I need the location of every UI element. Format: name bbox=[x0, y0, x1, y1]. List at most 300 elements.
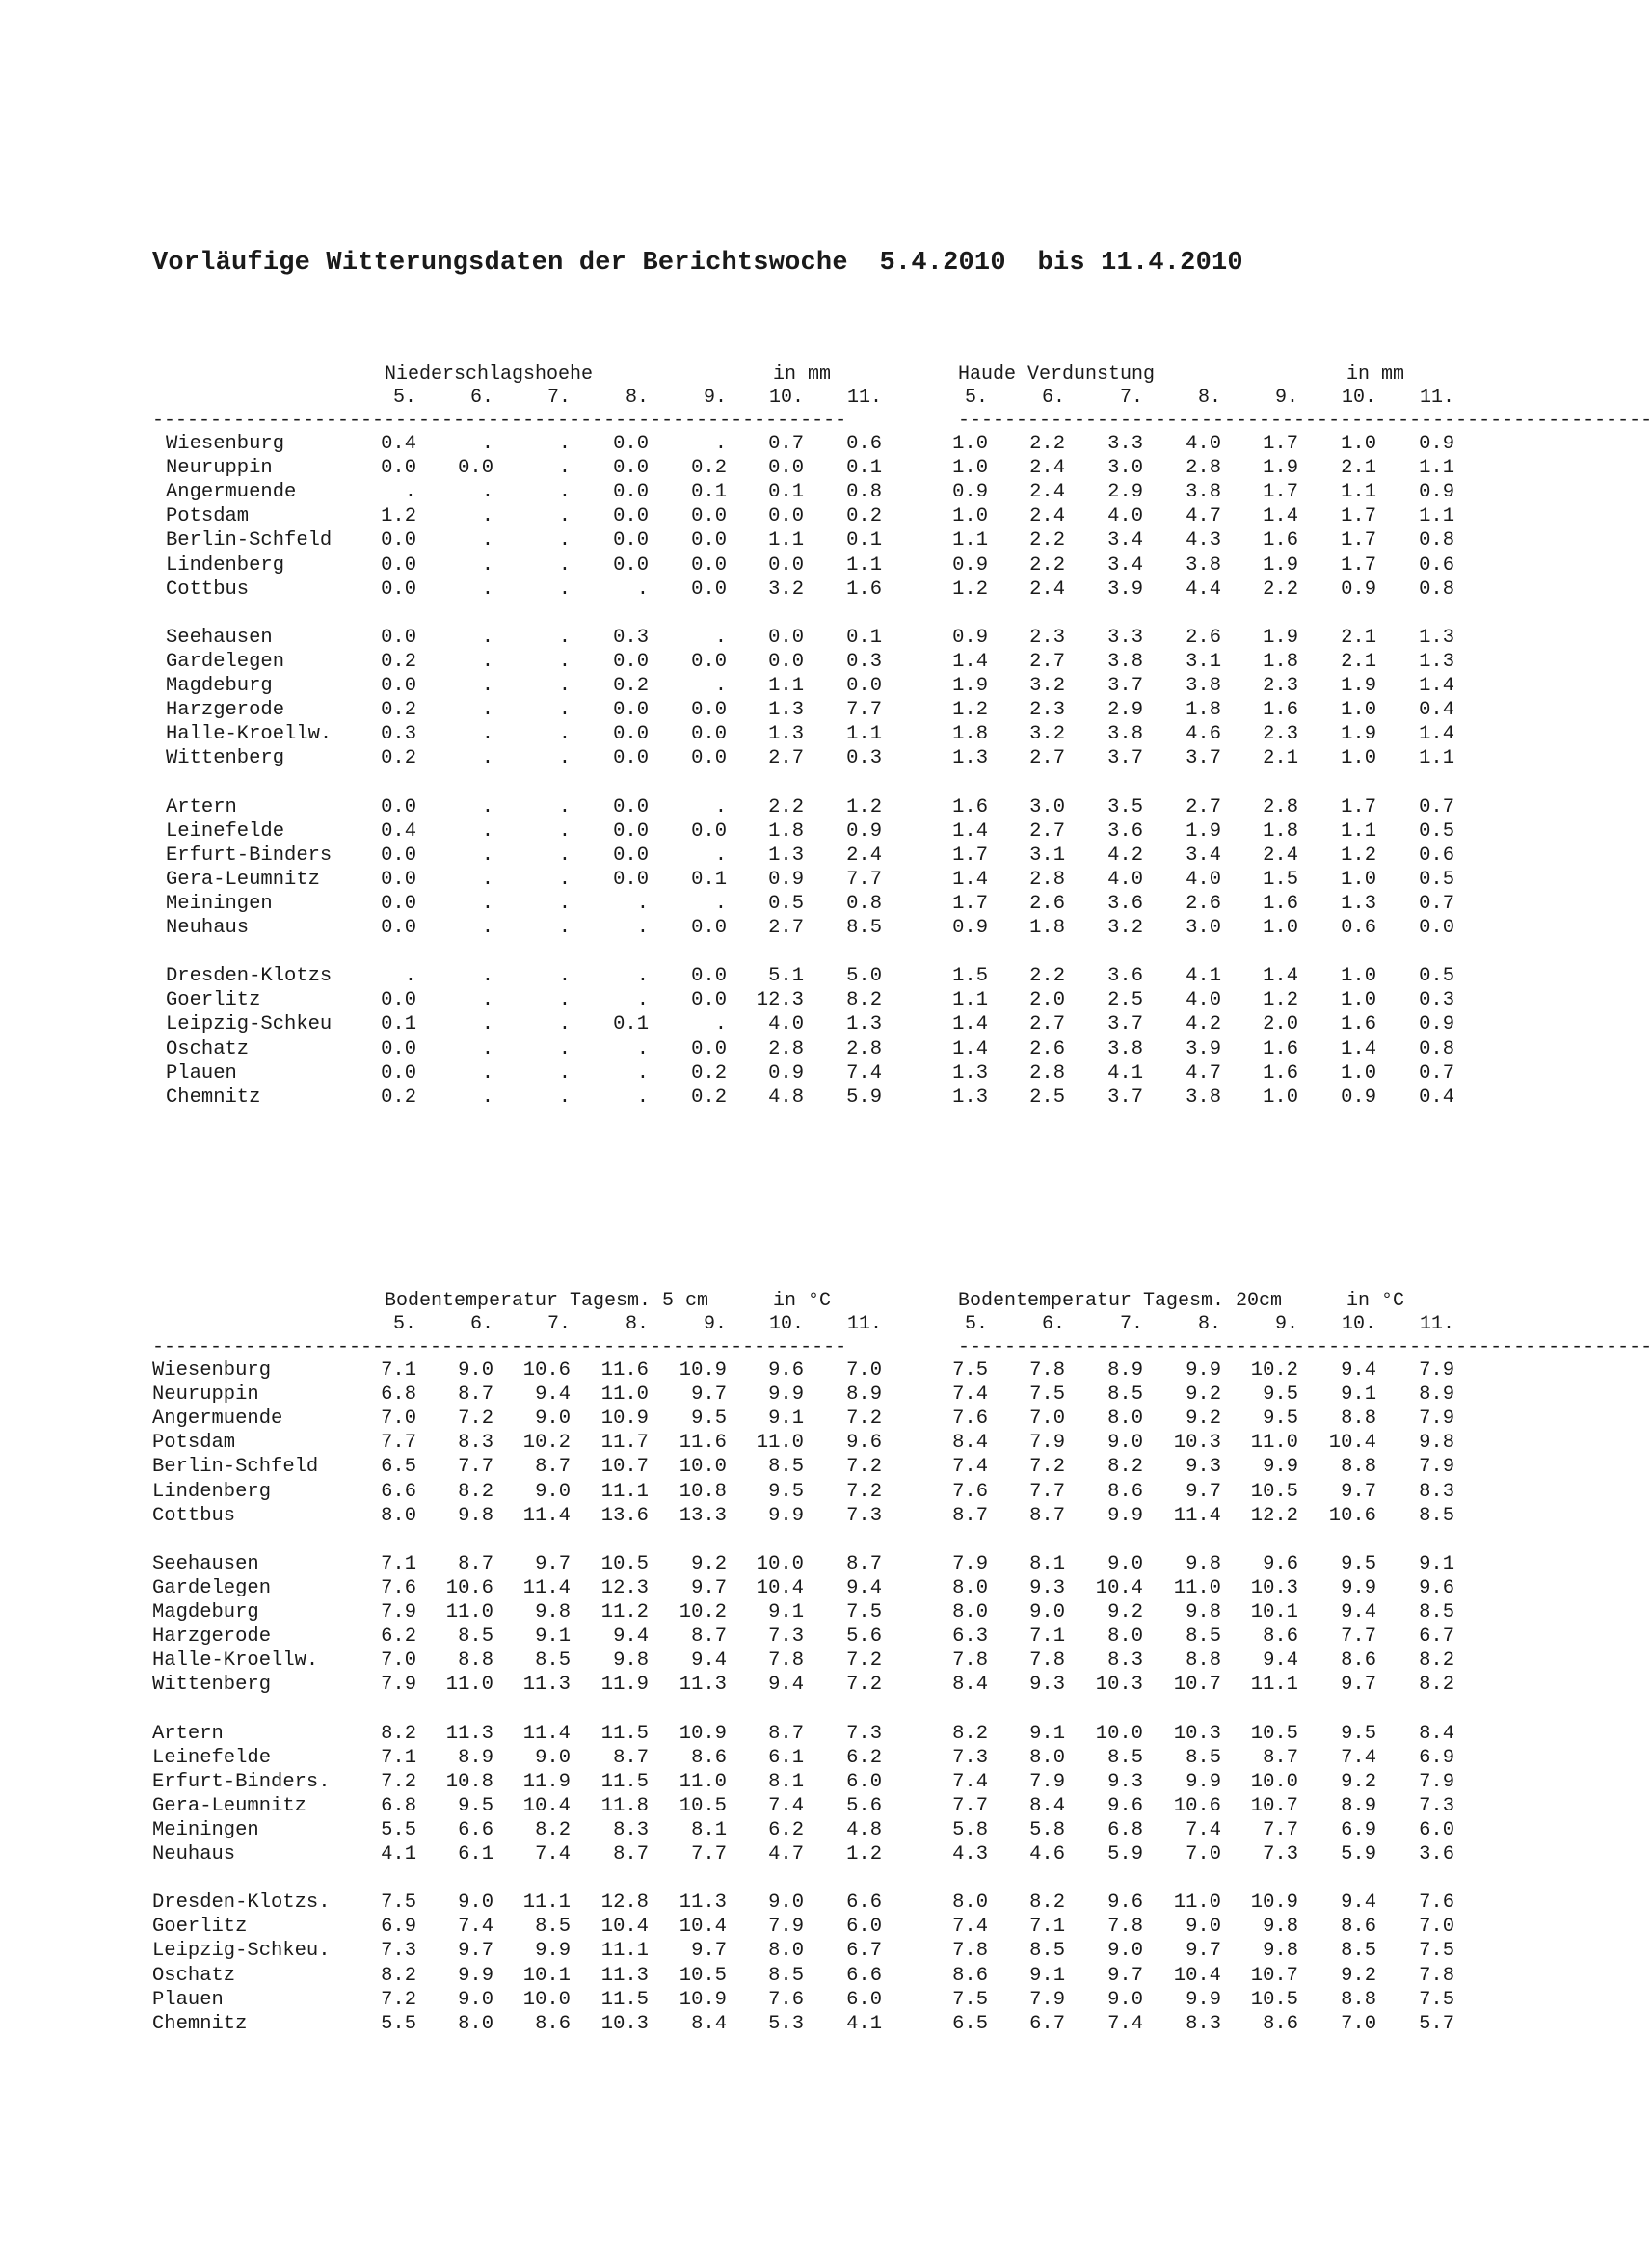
table-cell: 3.8 bbox=[1107, 650, 1143, 673]
table-cell: 9.5 bbox=[691, 1408, 727, 1431]
table-cell: 8.2 bbox=[952, 1722, 988, 1745]
table-cell: 8.0 bbox=[952, 1601, 988, 1623]
table-cell: 3.0 bbox=[1029, 795, 1065, 818]
left-section-unit: in °C bbox=[773, 1290, 832, 1312]
table-cell: 3.6 bbox=[1419, 1843, 1454, 1865]
table-cell: 7.5 bbox=[1419, 1940, 1454, 1963]
table-cell: . bbox=[558, 699, 571, 722]
station-name: Oschatz bbox=[152, 1964, 236, 1987]
table-cell: 8.6 bbox=[535, 2012, 571, 2035]
day-header: 9. bbox=[1274, 387, 1298, 409]
table-cell: 0.9 bbox=[952, 626, 988, 649]
table-cell: 4.0 bbox=[768, 1013, 804, 1036]
table-cell: 0.1 bbox=[691, 481, 727, 504]
table-cell: 7.1 bbox=[1029, 1916, 1065, 1939]
table-cell: 7.2 bbox=[458, 1408, 493, 1431]
table-cell: 9.1 bbox=[1419, 1552, 1454, 1575]
station-name: Neuhaus bbox=[152, 1843, 236, 1865]
table-cell: 0.0 bbox=[768, 457, 804, 480]
table-cell: 4.0 bbox=[1186, 868, 1221, 891]
table-cell: 10.8 bbox=[445, 1770, 493, 1793]
table-cell: 9.7 bbox=[691, 1383, 727, 1407]
table-cell: 8.7 bbox=[458, 1383, 493, 1407]
table-cell: 1.4 bbox=[1263, 965, 1298, 988]
table-cell: 1.3 bbox=[1419, 650, 1454, 673]
table-cell: 10.3 bbox=[600, 2012, 649, 2035]
table-cell: 1.7 bbox=[1341, 529, 1376, 552]
table-cell: 2.3 bbox=[1263, 723, 1298, 746]
day-header: 10. bbox=[768, 387, 804, 409]
table-cell: 11.0 bbox=[679, 1770, 727, 1793]
table-cell: 7.8 bbox=[1029, 1650, 1065, 1673]
table-cell: 7.0 bbox=[381, 1408, 416, 1431]
day-header: 5. bbox=[392, 1313, 416, 1335]
table-cell: 11.4 bbox=[1173, 1504, 1221, 1527]
table-cell: 5.5 bbox=[381, 2012, 416, 2035]
table-cell: 12.8 bbox=[600, 1891, 649, 1915]
table-cell: 10.7 bbox=[1250, 1794, 1298, 1817]
table-cell: . bbox=[558, 1086, 571, 1109]
table-cell: 9.0 bbox=[458, 1988, 493, 2011]
table-cell: 1.0 bbox=[1341, 868, 1376, 891]
table-cell: 0.0 bbox=[691, 505, 727, 528]
table-cell: 9.9 bbox=[1107, 1504, 1143, 1527]
table-cell: 1.0 bbox=[952, 505, 988, 528]
station-name: Neuhaus bbox=[166, 917, 250, 939]
table-cell: 10.4 bbox=[1173, 1964, 1221, 1987]
table-cell: 2.8 bbox=[1263, 795, 1298, 818]
table-cell: 7.8 bbox=[952, 1650, 988, 1673]
table-cell: 7.4 bbox=[1107, 2012, 1143, 2035]
table-cell: 10.5 bbox=[679, 1794, 727, 1817]
table-cell: 8.8 bbox=[1341, 1408, 1376, 1431]
table-cell: 0.0 bbox=[613, 723, 649, 746]
table-cell: 9.7 bbox=[1341, 1480, 1376, 1503]
table-cell: 11.7 bbox=[600, 1432, 649, 1455]
table-cell: 1.9 bbox=[1186, 819, 1221, 843]
table-cell: 3.0 bbox=[1107, 457, 1143, 480]
left-section-label: Niederschlagshoehe bbox=[385, 363, 594, 386]
table-cell: 10.6 bbox=[1328, 1504, 1376, 1527]
table-cell: . bbox=[558, 844, 571, 867]
table-cell: 0.7 bbox=[1419, 795, 1454, 818]
table-cell: 1.3 bbox=[768, 844, 804, 867]
table-cell: 9.0 bbox=[535, 1746, 571, 1769]
table-cell: 1.3 bbox=[846, 1013, 882, 1036]
table-cell: 1.0 bbox=[1341, 1061, 1376, 1085]
table-cell: 2.0 bbox=[1263, 1013, 1298, 1036]
table-cell: 9.6 bbox=[1419, 1576, 1454, 1599]
table-cell: 4.7 bbox=[1186, 1061, 1221, 1085]
station-name: Goerlitz bbox=[152, 1916, 248, 1939]
table-cell: 10.9 bbox=[679, 1722, 727, 1745]
table-cell: 7.6 bbox=[381, 1576, 416, 1599]
table-cell: 11.4 bbox=[522, 1576, 571, 1599]
table-cell: 8.5 bbox=[1419, 1601, 1454, 1623]
table-cell: 11.9 bbox=[522, 1770, 571, 1793]
table-cell: 8.7 bbox=[952, 1504, 988, 1527]
station-name: Erfurt-Binders. bbox=[152, 1770, 331, 1793]
table-cell: 3.6 bbox=[1107, 965, 1143, 988]
table-cell: 0.0 bbox=[613, 795, 649, 818]
table-cell: . bbox=[558, 795, 571, 818]
day-header: 9. bbox=[703, 387, 727, 409]
table-cell: 9.8 bbox=[1263, 1916, 1298, 1939]
table-cell: 1.0 bbox=[952, 457, 988, 480]
table-cell: 2.1 bbox=[1263, 747, 1298, 770]
table-cell: 3.9 bbox=[1107, 577, 1143, 601]
table-cell: 11.6 bbox=[600, 1359, 649, 1381]
station-name: Wiesenburg bbox=[152, 1359, 272, 1381]
table-cell: 7.6 bbox=[952, 1480, 988, 1503]
table-cell: 10.0 bbox=[756, 1552, 804, 1575]
table-cell: 0.9 bbox=[768, 1061, 804, 1085]
table-cell: 2.0 bbox=[1029, 989, 1065, 1012]
table-cell: . bbox=[714, 844, 727, 867]
table-cell: 1.3 bbox=[952, 1061, 988, 1085]
table-cell: 1.5 bbox=[1263, 868, 1298, 891]
day-header: 10. bbox=[1341, 1313, 1376, 1335]
table-cell: 1.6 bbox=[1263, 1061, 1298, 1085]
table-cell: 8.3 bbox=[458, 1432, 493, 1455]
table-cell: 7.4 bbox=[768, 1794, 804, 1817]
table-cell: . bbox=[636, 989, 649, 1012]
table-cell: 12.3 bbox=[600, 1576, 649, 1599]
table-cell: 7.4 bbox=[1341, 1746, 1376, 1769]
table-cell: 9.7 bbox=[1107, 1964, 1143, 1987]
divider-rule: ------------------------------------------------------------ bbox=[958, 1336, 1652, 1358]
table-cell: 10.3 bbox=[1173, 1432, 1221, 1455]
table-cell: 0.0 bbox=[768, 626, 804, 649]
table-cell: 9.5 bbox=[1341, 1552, 1376, 1575]
table-cell: 10.5 bbox=[1250, 1480, 1298, 1503]
table-cell: 8.5 bbox=[768, 1964, 804, 1987]
table-cell: 1.1 bbox=[952, 529, 988, 552]
table-cell: 8.5 bbox=[535, 1650, 571, 1673]
station-name: Leipzig-Schkeu bbox=[166, 1013, 333, 1036]
table-cell: 6.7 bbox=[1029, 2012, 1065, 2035]
station-name: Leinefelde bbox=[166, 819, 285, 843]
table-cell: 0.4 bbox=[1419, 699, 1454, 722]
table-cell: 9.7 bbox=[1186, 1480, 1221, 1503]
table-cell: 0.0 bbox=[768, 553, 804, 577]
table-cell: 5.1 bbox=[768, 965, 804, 988]
table-cell: 8.5 bbox=[846, 917, 882, 939]
table-cell: 8.7 bbox=[535, 1456, 571, 1479]
day-header: 5. bbox=[964, 387, 988, 409]
table-cell: 0.0 bbox=[691, 699, 727, 722]
table-cell: 9.4 bbox=[613, 1625, 649, 1649]
table-cell: 4.0 bbox=[1107, 505, 1143, 528]
table-cell: . bbox=[558, 577, 571, 601]
table-cell: 1.1 bbox=[1419, 457, 1454, 480]
table-cell: . bbox=[481, 553, 493, 577]
table-cell: . bbox=[481, 965, 493, 988]
table-cell: 7.6 bbox=[952, 1408, 988, 1431]
table-cell: 6.0 bbox=[846, 1988, 882, 2011]
table-cell: 10.4 bbox=[756, 1576, 804, 1599]
table-cell: 0.0 bbox=[613, 505, 649, 528]
table-cell: 3.8 bbox=[1107, 1037, 1143, 1060]
table-cell: 1.1 bbox=[768, 529, 804, 552]
table-cell: 10.9 bbox=[679, 1359, 727, 1381]
table-cell: 8.7 bbox=[613, 1843, 649, 1865]
table-cell: 9.1 bbox=[535, 1625, 571, 1649]
day-header: 6. bbox=[469, 387, 493, 409]
table-cell: 1.4 bbox=[1263, 505, 1298, 528]
table-cell: 2.2 bbox=[1029, 433, 1065, 455]
table-cell: 8.7 bbox=[613, 1746, 649, 1769]
table-cell: 11.0 bbox=[756, 1432, 804, 1455]
table-cell: 1.1 bbox=[1341, 481, 1376, 504]
table-cell: 12.3 bbox=[756, 989, 804, 1012]
table-cell: 8.0 bbox=[768, 1940, 804, 1963]
table-cell: 7.4 bbox=[952, 1916, 988, 1939]
table-cell: 8.8 bbox=[458, 1650, 493, 1673]
table-cell: 7.7 bbox=[381, 1432, 416, 1455]
table-cell: 8.9 bbox=[458, 1746, 493, 1769]
table-cell: 0.8 bbox=[846, 481, 882, 504]
table-cell: 1.6 bbox=[1341, 1013, 1376, 1036]
table-cell: 10.2 bbox=[1250, 1359, 1298, 1381]
table-cell: 2.4 bbox=[1029, 505, 1065, 528]
table-cell: 10.0 bbox=[522, 1988, 571, 2011]
table-cell: 10.3 bbox=[1250, 1576, 1298, 1599]
table-cell: 2.6 bbox=[1029, 892, 1065, 915]
table-cell: 5.9 bbox=[1341, 1843, 1376, 1865]
day-header: 11. bbox=[846, 387, 882, 409]
table-cell: 0.0 bbox=[691, 529, 727, 552]
table-cell: 10.7 bbox=[1173, 1674, 1221, 1697]
table-cell: 11.3 bbox=[600, 1964, 649, 1987]
table-cell: 10.4 bbox=[679, 1916, 727, 1939]
table-cell: 0.0 bbox=[613, 553, 649, 577]
table-cell: . bbox=[558, 965, 571, 988]
table-cell: 9.4 bbox=[846, 1576, 882, 1599]
table-cell: . bbox=[558, 868, 571, 891]
table-cell: 1.2 bbox=[1341, 844, 1376, 867]
table-cell: 9.8 bbox=[535, 1601, 571, 1623]
table-cell: 9.1 bbox=[1029, 1722, 1065, 1745]
table-cell: 11.0 bbox=[600, 1383, 649, 1407]
table-cell: 7.3 bbox=[846, 1504, 882, 1527]
table-cell: 1.0 bbox=[1341, 747, 1376, 770]
table-cell: 7.4 bbox=[952, 1383, 988, 1407]
day-header: 7. bbox=[546, 387, 571, 409]
table-cell: 6.8 bbox=[381, 1383, 416, 1407]
station-name: Wittenberg bbox=[152, 1674, 272, 1697]
table-cell: 2.9 bbox=[1107, 699, 1143, 722]
table-cell: 6.5 bbox=[381, 1456, 416, 1479]
table-cell: 0.8 bbox=[846, 892, 882, 915]
table-cell: 0.5 bbox=[1419, 965, 1454, 988]
day-header: 11. bbox=[1419, 1313, 1454, 1335]
station-name: Gera-Leumnitz bbox=[152, 1794, 306, 1817]
table-cell: 11.8 bbox=[600, 1794, 649, 1817]
table-cell: 2.4 bbox=[1029, 457, 1065, 480]
table-cell: 9.2 bbox=[691, 1552, 727, 1575]
table-cell: 2.8 bbox=[768, 1037, 804, 1060]
table-cell: 9.1 bbox=[768, 1408, 804, 1431]
table-cell: 9.9 bbox=[1263, 1456, 1298, 1479]
table-cell: . bbox=[636, 577, 649, 601]
table-cell: 11.0 bbox=[1173, 1891, 1221, 1915]
table-cell: 8.5 bbox=[1186, 1746, 1221, 1769]
table-cell: 0.0 bbox=[846, 675, 882, 697]
table-cell: 7.4 bbox=[535, 1843, 571, 1865]
table-cell: 0.0 bbox=[691, 965, 727, 988]
table-cell: 8.0 bbox=[381, 1504, 416, 1527]
table-cell: 2.5 bbox=[1029, 1086, 1065, 1109]
table-cell: 9.3 bbox=[1029, 1674, 1065, 1697]
table-cell: 6.1 bbox=[458, 1843, 493, 1865]
table-cell: 7.5 bbox=[952, 1988, 988, 2011]
table-cell: 2.2 bbox=[1263, 577, 1298, 601]
table-cell: 1.1 bbox=[846, 553, 882, 577]
table-cell: 0.9 bbox=[1341, 577, 1376, 601]
table-cell: 0.2 bbox=[381, 747, 416, 770]
table-cell: 9.5 bbox=[768, 1480, 804, 1503]
table-cell: 8.5 bbox=[458, 1625, 493, 1649]
table-cell: 7.2 bbox=[846, 1408, 882, 1431]
table-cell: 2.1 bbox=[1341, 626, 1376, 649]
table-cell: 1.1 bbox=[846, 723, 882, 746]
table-cell: 1.7 bbox=[952, 844, 988, 867]
table-cell: 0.1 bbox=[613, 1013, 649, 1036]
table-cell: 0.4 bbox=[381, 433, 416, 455]
table-cell: 7.9 bbox=[1029, 1770, 1065, 1793]
table-cell: 7.5 bbox=[952, 1359, 988, 1381]
table-cell: 1.8 bbox=[1029, 917, 1065, 939]
table-cell: 9.3 bbox=[1107, 1770, 1143, 1793]
table-cell: 0.3 bbox=[381, 723, 416, 746]
table-cell: 11.5 bbox=[600, 1770, 649, 1793]
table-cell: 2.4 bbox=[1029, 577, 1065, 601]
table-cell: 0.7 bbox=[1419, 892, 1454, 915]
table-cell: 0.9 bbox=[768, 868, 804, 891]
table-cell: 3.7 bbox=[1107, 1086, 1143, 1109]
table-cell: 7.2 bbox=[846, 1674, 882, 1697]
table-cell: 9.0 bbox=[458, 1891, 493, 1915]
table-cell: 5.5 bbox=[381, 1818, 416, 1841]
table-cell: . bbox=[481, 577, 493, 601]
table-cell: . bbox=[481, 868, 493, 891]
table-cell: 0.0 bbox=[691, 747, 727, 770]
table-cell: 9.9 bbox=[1186, 1988, 1221, 2011]
station-name: Meiningen bbox=[152, 1818, 259, 1841]
table-cell: 7.7 bbox=[691, 1843, 727, 1865]
table-cell: 8.6 bbox=[1341, 1916, 1376, 1939]
table-cell: 1.0 bbox=[1341, 699, 1376, 722]
table-cell: 7.1 bbox=[1029, 1625, 1065, 1649]
table-cell: 6.2 bbox=[381, 1625, 416, 1649]
table-cell: 6.0 bbox=[846, 1916, 882, 1939]
table-cell: . bbox=[636, 917, 649, 939]
table-cell: 5.7 bbox=[1419, 2012, 1454, 2035]
table-cell: 8.6 bbox=[691, 1746, 727, 1769]
table-cell: 2.7 bbox=[1029, 747, 1065, 770]
table-cell: . bbox=[481, 675, 493, 697]
table-cell: 6.3 bbox=[952, 1625, 988, 1649]
table-cell: 8.6 bbox=[1341, 1650, 1376, 1673]
station-name: Gardelegen bbox=[166, 650, 285, 673]
table-cell: 11.3 bbox=[522, 1674, 571, 1697]
table-cell: . bbox=[636, 1086, 649, 1109]
station-name: Plauen bbox=[166, 1061, 237, 1085]
table-cell: 8.1 bbox=[768, 1770, 804, 1793]
table-cell: 3.2 bbox=[1107, 917, 1143, 939]
day-header: 6. bbox=[469, 1313, 493, 1335]
table-cell: . bbox=[481, 626, 493, 649]
table-cell: 0.0 bbox=[691, 819, 727, 843]
table-cell: 7.7 bbox=[1341, 1625, 1376, 1649]
table-cell: 5.9 bbox=[846, 1086, 882, 1109]
station-name: Harzgerode bbox=[152, 1625, 272, 1649]
day-header: 11. bbox=[1419, 387, 1454, 409]
table-cell: 1.5 bbox=[952, 965, 988, 988]
table-cell: 1.6 bbox=[1263, 892, 1298, 915]
table-cell: . bbox=[558, 457, 571, 480]
table-cell: 9.0 bbox=[1107, 1940, 1143, 1963]
table-cell: 1.0 bbox=[1341, 433, 1376, 455]
table-cell: 10.1 bbox=[522, 1964, 571, 1987]
table-cell: 1.4 bbox=[1341, 1037, 1376, 1060]
table-cell: 0.0 bbox=[691, 989, 727, 1012]
table-cell: 7.9 bbox=[1419, 1408, 1454, 1431]
table-cell: 8.0 bbox=[952, 1891, 988, 1915]
table-cell: 8.5 bbox=[1107, 1746, 1143, 1769]
table-cell: 4.3 bbox=[1186, 529, 1221, 552]
table-cell: 3.3 bbox=[1107, 626, 1143, 649]
table-cell: 0.1 bbox=[846, 457, 882, 480]
table-cell: 7.2 bbox=[846, 1480, 882, 1503]
table-cell: 3.0 bbox=[1186, 917, 1221, 939]
table-cell: 3.4 bbox=[1107, 553, 1143, 577]
table-cell: 8.2 bbox=[846, 989, 882, 1012]
table-cell: 10.4 bbox=[1095, 1576, 1143, 1599]
station-name: Seehausen bbox=[152, 1552, 259, 1575]
table-cell: . bbox=[558, 917, 571, 939]
table-cell: 7.9 bbox=[1419, 1770, 1454, 1793]
table-cell: 1.0 bbox=[952, 433, 988, 455]
table-cell: 0.0 bbox=[613, 819, 649, 843]
table-cell: 7.2 bbox=[846, 1650, 882, 1673]
table-cell: . bbox=[404, 965, 416, 988]
table-cell: 11.1 bbox=[600, 1940, 649, 1963]
table-cell: 7.9 bbox=[1419, 1359, 1454, 1381]
table-cell: 8.5 bbox=[1341, 1940, 1376, 1963]
table-cell: 1.7 bbox=[952, 892, 988, 915]
table-cell: 9.2 bbox=[1341, 1770, 1376, 1793]
table-cell: . bbox=[558, 1013, 571, 1036]
page-title: Vorläufige Witterungsdaten der Berichtswoche 5.4.2010 bis 11.4.2010 bbox=[152, 249, 1243, 278]
table-cell: 0.4 bbox=[1419, 1086, 1454, 1109]
table-cell: 0.0 bbox=[381, 626, 416, 649]
table-cell: 9.3 bbox=[1186, 1456, 1221, 1479]
day-header: 7. bbox=[1119, 387, 1143, 409]
table-cell: 8.2 bbox=[1419, 1674, 1454, 1697]
table-cell: 7.5 bbox=[846, 1601, 882, 1623]
table-cell: . bbox=[558, 626, 571, 649]
table-cell: . bbox=[481, 989, 493, 1012]
day-header: 7. bbox=[1119, 1313, 1143, 1335]
table-cell: 9.5 bbox=[1263, 1383, 1298, 1407]
table-cell: 0.3 bbox=[1419, 989, 1454, 1012]
table-cell: 0.7 bbox=[768, 433, 804, 455]
day-header: 9. bbox=[703, 1313, 727, 1335]
table-cell: 7.8 bbox=[1107, 1916, 1143, 1939]
table-cell: 5.8 bbox=[952, 1818, 988, 1841]
